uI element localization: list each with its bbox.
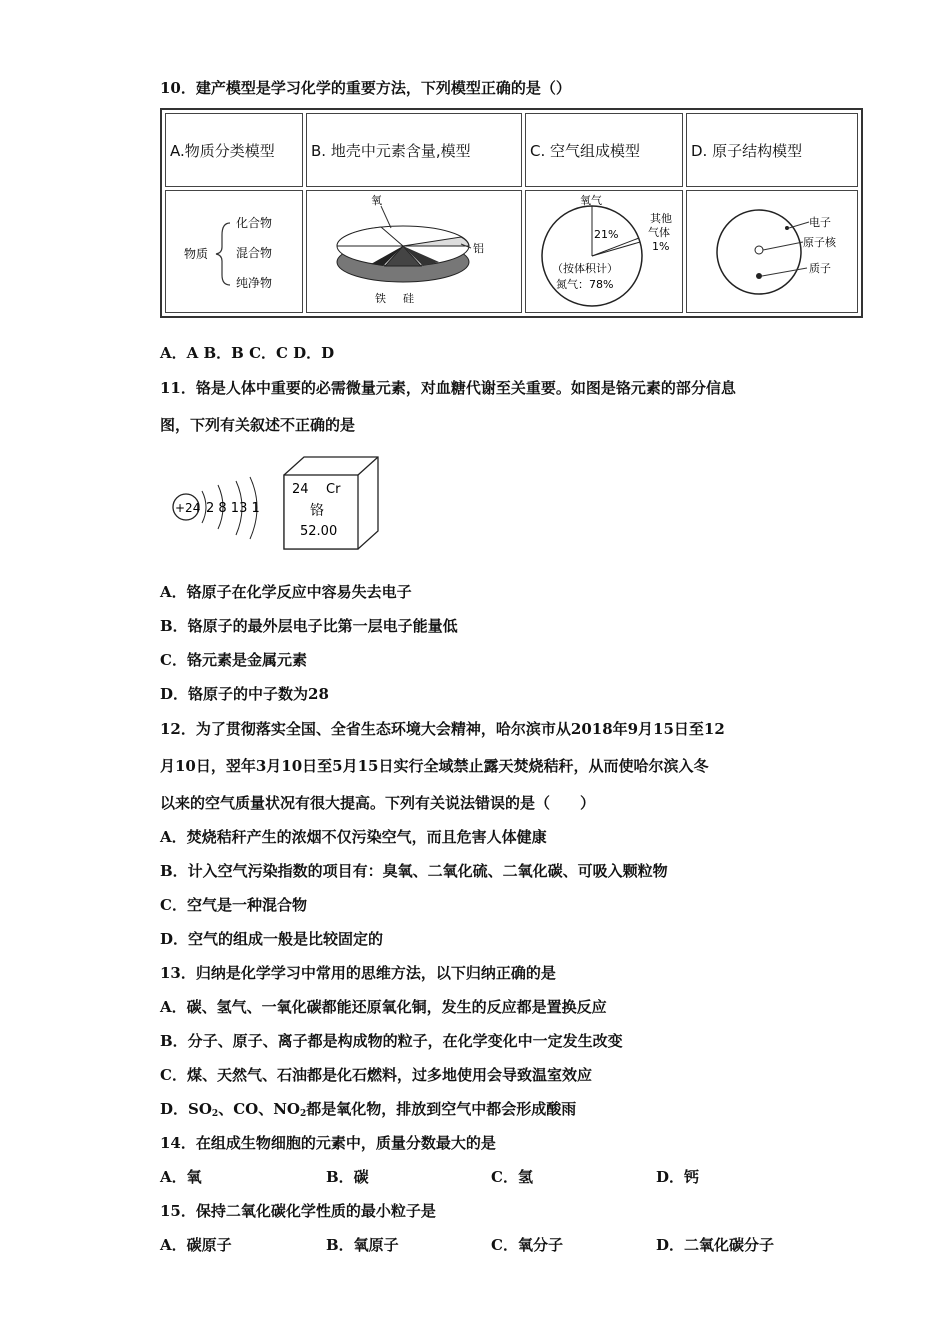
model-d-label: 电子 xyxy=(809,215,831,229)
chromium-element-card xyxy=(278,453,388,553)
model-a-item: 纯净物 xyxy=(236,275,273,290)
q11-option-b[interactable]: B．铬原子的最外层电子比第一层电子能量低 xyxy=(160,617,458,635)
q14-option-d[interactable]: D．钙 xyxy=(656,1168,700,1186)
q12-stem-line3: 以来的空气质量状况有很大提高。下列有关说法错误的是（ ） xyxy=(160,794,596,812)
element-name: 铬 xyxy=(310,503,324,519)
element-number: 24 xyxy=(292,482,309,497)
q10-options[interactable]: A．A B．B C．C D．D xyxy=(160,344,335,362)
q14-option-b[interactable]: B．碳 xyxy=(326,1168,369,1186)
q10-model-table xyxy=(160,108,863,318)
q13-stem: 13．归纳是化学学习中常用的思维方法，以下归纳正确的是 xyxy=(160,964,556,982)
model-c-header: C. 空气组成模型 xyxy=(525,113,683,187)
q11-stem-line1: 11．铬是人体中重要的必需微量元素，对血糖代谢至关重要。如图是铬元素的部分信息 xyxy=(160,379,736,397)
model-d-header: D. 原子结构模型 xyxy=(686,113,858,187)
model-b-label: 氧 xyxy=(371,193,382,207)
model-c-label: 氧气 xyxy=(580,193,602,207)
chromium-atom-structure xyxy=(164,455,274,555)
model-c-label: （按体积计） xyxy=(552,261,618,275)
model-b-figure xyxy=(306,190,522,313)
model-c-figure xyxy=(525,190,683,313)
q15-option-a[interactable]: A．碳原子 xyxy=(160,1236,232,1254)
model-b-header: B. 地壳中元素含量,模型 xyxy=(306,113,522,187)
element-mass: 52.00 xyxy=(300,524,338,539)
model-d-figure xyxy=(686,190,858,313)
q13-option-d[interactable]: D．$SO_2$、CO、$NO_2$都是氧化物，排放到空气中都会形成酸雨 xyxy=(160,1100,577,1119)
model-c-label: 1% xyxy=(652,239,670,253)
q11-option-c[interactable]: C．铬元素是金属元素 xyxy=(160,651,307,669)
q11-option-a[interactable]: A．铬原子在化学反应中容易失去电子 xyxy=(160,583,412,601)
q12-stem-line1: 12．为了贯彻落实全国、全省生态环境大会精神，哈尔滨市从2018年9月15日至12 xyxy=(160,720,725,738)
model-d-label: 原子核 xyxy=(803,235,836,249)
nucleus-charge: +24 xyxy=(175,501,201,515)
q12-option-c[interactable]: C．空气是一种混合物 xyxy=(160,896,307,914)
model-a-item: 混合物 xyxy=(236,245,273,260)
q15-option-b[interactable]: B．氧原子 xyxy=(326,1236,399,1254)
model-b-label: 铝 xyxy=(473,241,484,255)
q13-option-c[interactable]: C．煤、天然气、石油都是化石燃料，过多地使用会导致温室效应 xyxy=(160,1066,592,1084)
model-c-label: 其他 xyxy=(650,211,672,225)
electron-shells: 2 8 13 1 xyxy=(206,501,260,516)
q13-option-b[interactable]: B．分子、原子、离子都是构成物的粒子，在化学变化中一定发生改变 xyxy=(160,1032,623,1050)
q15-option-d[interactable]: D．二氧化碳分子 xyxy=(656,1236,775,1254)
q14-stem: 14．在组成生物细胞的元素中，质量分数最大的是 xyxy=(160,1134,496,1152)
model-b-label: 硅 xyxy=(403,291,414,305)
q11-stem-line2: 图，下列有关叙述不正确的是 xyxy=(160,416,356,434)
model-b-label: 铁 xyxy=(375,291,386,305)
q12-stem-line2: 月10日，翌年3月10日至5月15日实行全域禁止露天焚烧秸秆，从而使哈尔滨入冬 xyxy=(160,757,709,775)
q14-option-a[interactable]: A．氧 xyxy=(160,1168,202,1186)
q14-option-c[interactable]: C．氢 xyxy=(491,1168,533,1186)
model-a-header: A.物质分类模型 xyxy=(165,113,303,187)
q12-option-a[interactable]: A．焚烧秸秆产生的浓烟不仅污染空气，而且危害人体健康 xyxy=(160,828,547,846)
q10-stem: 10．建产模型是学习化学的重要方法，下列模型正确的是（） xyxy=(160,79,571,97)
model-c-label: 气体 xyxy=(648,225,670,239)
q11-option-d[interactable]: D．铬原子的中子数为28 xyxy=(160,685,329,703)
model-c-label: 氮气：78% xyxy=(556,277,614,291)
model-d-label: 质子 xyxy=(809,261,831,275)
model-a-item: 化合物 xyxy=(236,215,273,230)
model-c-label: 21% xyxy=(594,227,619,241)
q12-option-b[interactable]: B．计入空气污染指数的项目有：臭氧、二氧化硫、二氧化碳、可吸入颗粒物 xyxy=(160,862,668,880)
element-symbol: Cr xyxy=(326,482,341,497)
q12-option-d[interactable]: D．空气的组成一般是比较固定的 xyxy=(160,930,384,948)
q15-stem: 15．保持二氧化碳化学性质的最小粒子是 xyxy=(160,1202,436,1220)
model-a-root: 物质 xyxy=(184,246,209,261)
q15-option-c[interactable]: C．氧分子 xyxy=(491,1236,563,1254)
model-a-figure xyxy=(165,190,303,313)
q13-option-a[interactable]: A．碳、氢气、一氧化碳都能还原氧化铜，发生的反应都是置换反应 xyxy=(160,998,607,1016)
